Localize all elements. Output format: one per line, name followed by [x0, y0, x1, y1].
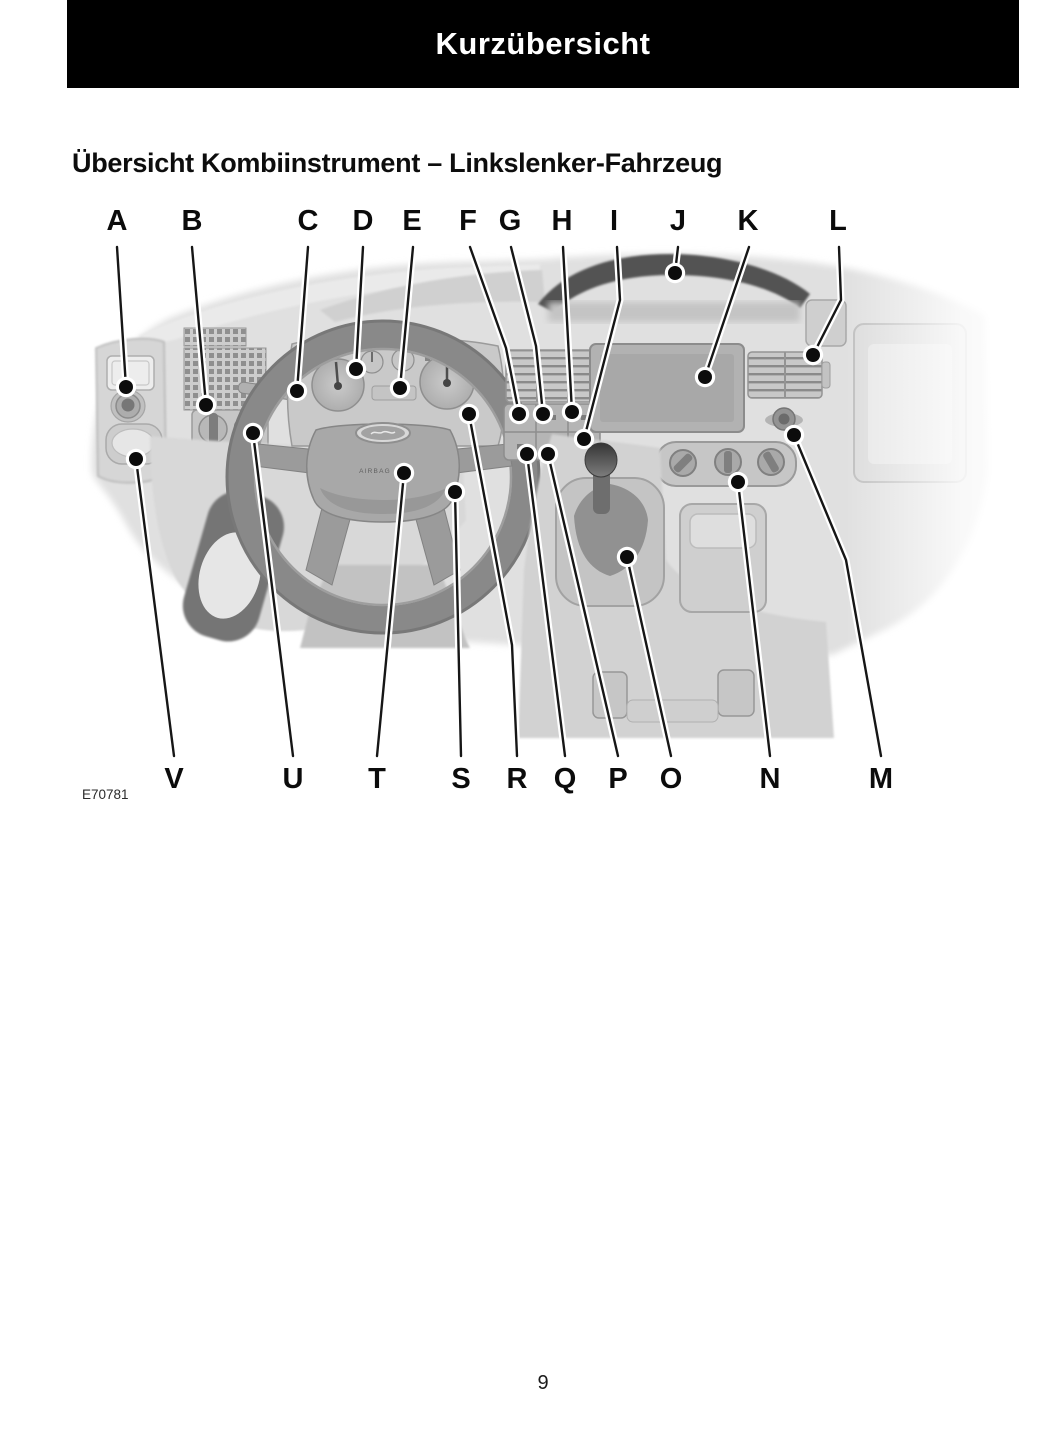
callout-dot-D — [349, 362, 363, 376]
callout-letter-B: B — [181, 205, 203, 237]
callout-letter-I: I — [609, 205, 619, 237]
callout-dot-M — [787, 428, 801, 442]
callout-letter-V: V — [164, 763, 184, 795]
callout-letter-M: M — [868, 763, 894, 795]
callout-dot-F — [512, 407, 526, 421]
callout-letter-E: E — [402, 205, 422, 237]
gear-knob — [585, 443, 617, 477]
airbag-label: AIRBAG — [359, 468, 391, 475]
callout-letter-T: T — [368, 763, 386, 795]
page-number: 9 — [537, 1372, 549, 1394]
right-fade — [845, 230, 1056, 750]
audio-display-screen — [600, 354, 734, 422]
callout-dot-S — [448, 485, 462, 499]
headlight-dial-lever — [209, 413, 218, 445]
callout-letter-D: D — [352, 205, 374, 237]
callout-letter-P: P — [608, 763, 628, 795]
callout-letter-N: N — [759, 763, 781, 795]
rotary-switch-center — [779, 414, 790, 425]
console-step — [627, 700, 718, 722]
center-vents — [506, 350, 598, 402]
callout-letter-G: G — [498, 205, 522, 237]
gauge-left-hub — [334, 382, 342, 390]
gauge-right-hub — [443, 379, 451, 387]
callout-dot-U — [246, 426, 260, 440]
callout-dot-N — [731, 475, 745, 489]
right-vent-tab — [822, 362, 830, 388]
callout-dot-V — [129, 452, 143, 466]
callout-letter-R: R — [506, 763, 528, 795]
callout-letter-L: L — [829, 205, 847, 237]
callout-dot-A — [119, 380, 133, 394]
callout-letter-F: F — [459, 205, 477, 237]
callout-dot-E — [393, 381, 407, 395]
section-heading: Übersicht Kombiinstrument – Linkslenker-Fahrzeug — [72, 148, 723, 178]
ford-badge-inner — [361, 426, 405, 440]
callout-dot-I — [577, 432, 591, 446]
callout-dot-L — [806, 348, 820, 362]
callout-dot-O — [620, 550, 634, 564]
callout-letter-S: S — [451, 763, 471, 795]
callout-dot-B — [199, 398, 213, 412]
top-roll-shadow — [548, 302, 800, 322]
callout-letter-U: U — [282, 763, 304, 795]
chapter-title: Kurzübersicht — [435, 26, 651, 61]
callout-dot-P — [541, 447, 555, 461]
callout-dot-K — [698, 370, 712, 384]
callout-dot-C — [290, 384, 304, 398]
callout-letter-J: J — [669, 205, 687, 237]
callout-letter-O: O — [659, 763, 683, 795]
light-switch-knob — [122, 399, 135, 412]
callout-dot-Q — [520, 447, 534, 461]
climate-knob-2-grip — [724, 451, 732, 473]
callout-dot-G — [536, 407, 550, 421]
dashboard-illustration — [92, 230, 1056, 750]
callout-dot-H — [565, 405, 579, 419]
callout-dot-R — [462, 407, 476, 421]
callout-dot-J — [668, 266, 682, 280]
callout-letter-A: A — [106, 205, 128, 237]
callout-letter-C: C — [297, 205, 319, 237]
speaker-grille-top — [184, 328, 246, 346]
callout-letter-H: H — [551, 205, 573, 237]
console-foot-right — [718, 670, 754, 716]
callout-letter-Q: Q — [553, 763, 577, 795]
callout-letter-K: K — [737, 205, 759, 237]
callout-dot-T — [397, 466, 411, 480]
figure-code: E70781 — [82, 787, 129, 802]
